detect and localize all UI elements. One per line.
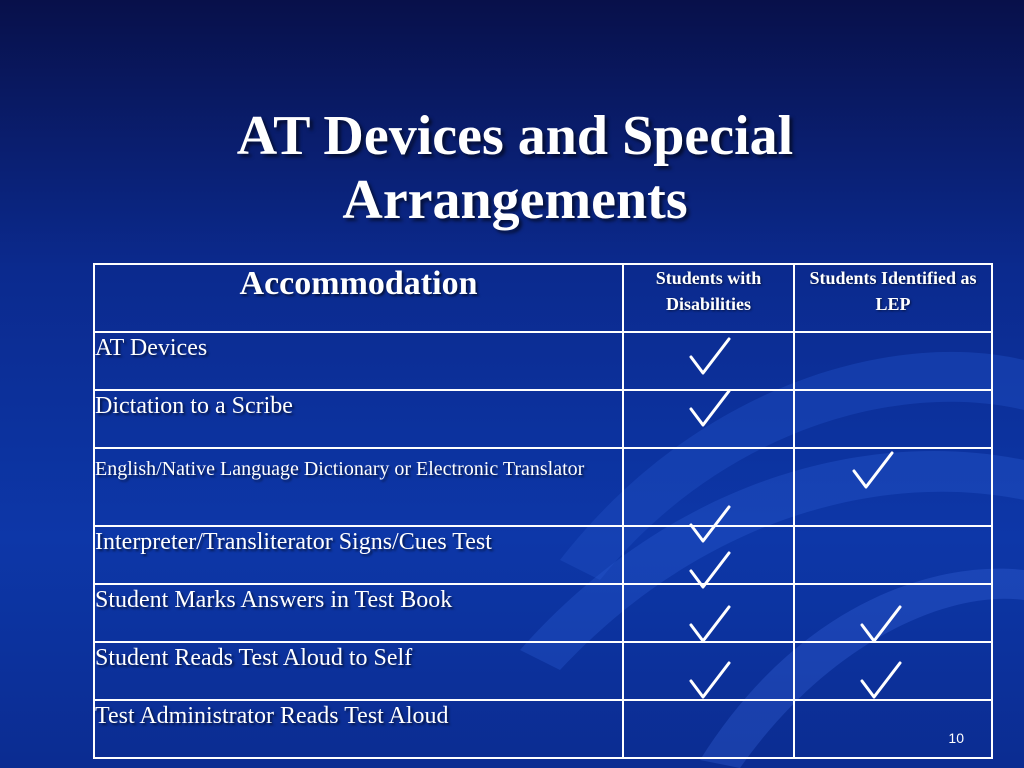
table-row — [94, 390, 992, 448]
checkmark-icon — [859, 605, 903, 645]
table-row — [94, 448, 992, 526]
swd-cell — [623, 642, 794, 700]
table-row — [94, 526, 992, 584]
table-row — [94, 642, 992, 700]
accommodations-table — [93, 263, 993, 759]
checkmark-icon — [688, 389, 732, 429]
table-row — [94, 584, 992, 642]
swd-cell — [623, 526, 794, 584]
accommodation-label: Student Marks Answers in Test Book — [94, 584, 623, 642]
slide-title: AT Devices and Special Arrangements — [236, 105, 794, 231]
lep-cell — [794, 390, 992, 448]
lep-cell — [794, 584, 992, 642]
accommodation-label: Student Reads Test Aloud to Self — [94, 642, 623, 700]
table-row — [94, 332, 992, 390]
checkmark-icon — [688, 337, 732, 377]
lep-cell — [794, 448, 992, 526]
checkmark-icon — [688, 661, 732, 701]
accommodation-label: Dictation to a Scribe — [94, 390, 623, 448]
lep-cell — [794, 332, 992, 390]
lep-cell — [794, 700, 992, 758]
table-header-row — [94, 264, 992, 332]
accommodation-label: Test Administrator Reads Test Aloud — [94, 700, 623, 758]
header-students-with-disabilities: Students with Disabilities — [623, 264, 794, 332]
swd-cell — [623, 332, 794, 390]
accommodation-label: AT Devices — [94, 332, 623, 390]
header-accommodation: Accommodation — [94, 264, 623, 332]
checkmark-icon — [859, 661, 903, 701]
lep-cell — [794, 642, 992, 700]
table-row — [94, 700, 992, 758]
checkmark-icon — [851, 451, 895, 491]
page-number: 10 — [948, 730, 964, 746]
header-students-lep: Students Identified as LEP — [794, 264, 992, 332]
accommodation-label: Interpreter/Transliterator Signs/Cues Test — [94, 526, 623, 584]
lep-cell — [794, 526, 992, 584]
swd-cell — [623, 700, 794, 758]
swd-cell — [623, 390, 794, 448]
swd-cell — [623, 584, 794, 642]
accommodation-label: English/Native Language Dictionary or Electronic Translator — [94, 448, 623, 526]
checkmark-icon — [688, 605, 732, 645]
checkmark-icon — [688, 505, 732, 545]
